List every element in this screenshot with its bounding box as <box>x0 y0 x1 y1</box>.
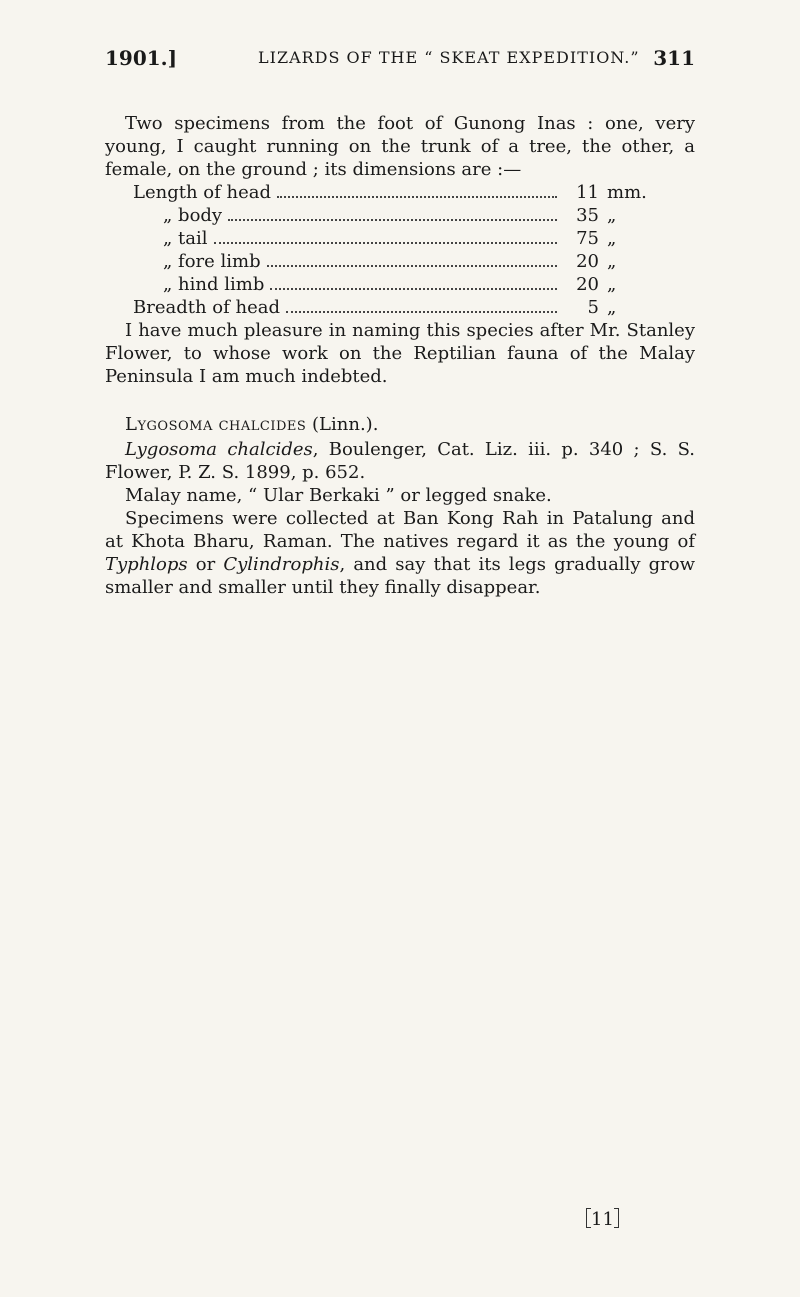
measurements-table <box>133 181 695 319</box>
citation-text: , Boulenger, Cat. Liz. iii. p. 340 ; S. S. Flower, P. Z. S. 1899, p. 652. <box>105 439 695 483</box>
measurement-label: „ tail <box>163 228 208 249</box>
header-title: LIZARDS OF THE “ SKEAT EXPEDITION.” <box>258 48 640 67</box>
specimens-text-1: Specimens were collected at Ban Kong Rah in Patalung and at Khota Bharu, Raman. The natives regard it as the young of <box>105 508 695 552</box>
measurement-row <box>133 227 665 250</box>
specimens-text-mid: or <box>187 554 224 575</box>
measurement-label: „ hind limb <box>163 274 265 295</box>
leader-dots <box>286 311 557 313</box>
citation-paragraph <box>105 438 695 484</box>
measurement-unit: „ <box>607 297 617 318</box>
citation-species-name: Lygosoma chalcides <box>125 439 313 460</box>
species-heading <box>125 413 695 436</box>
specimens-paragraph <box>105 507 695 599</box>
measurement-value: 75 <box>576 228 599 249</box>
stamp-right-bracket <box>614 1208 619 1228</box>
intro-paragraph: Two specimens from the foot of Gunong Inas : one, very young, I caught running on the trunk of a tree, the other, a female, on the ground ; its dimensions are :— <box>105 113 695 180</box>
library-stamp <box>586 1208 619 1230</box>
genus-typhlops: Typhlops <box>105 554 188 575</box>
measurement-value: 11 <box>576 182 599 203</box>
measurement-value: 20 <box>576 251 599 272</box>
species-heading-authority: (Linn.). <box>312 414 379 435</box>
measurement-label: Length of head <box>133 182 271 203</box>
measurement-unit: „ <box>607 205 617 226</box>
malay-name-paragraph: Malay name, “ Ular Berkaki ” or legged snake. <box>125 485 552 506</box>
measurement-row <box>133 204 665 227</box>
specimens-text-2: , and say that its legs gradually grow smaller and smaller until they finally disappear. <box>105 554 695 598</box>
measurement-unit: „ <box>607 228 617 249</box>
measurement-row <box>133 296 665 319</box>
measurement-label: „ fore limb <box>163 251 261 272</box>
species-heading-genus: Lygosoma <box>125 414 213 435</box>
measurement-value: 35 <box>576 205 599 226</box>
leader-dots <box>214 242 557 244</box>
stamp-number: 11 <box>591 1209 614 1230</box>
genus-cylindrophis: Cylindrophis <box>223 554 340 575</box>
measurement-value: 5 <box>587 297 599 318</box>
species-heading-species: chalcides <box>218 414 307 435</box>
measurement-unit: mm. <box>607 182 647 203</box>
leader-dots <box>267 265 557 267</box>
measurement-label: „ body <box>163 205 223 226</box>
measurement-row <box>133 250 665 273</box>
measurement-row <box>133 273 665 296</box>
header-year: 1901.] <box>105 46 178 70</box>
measurement-unit: „ <box>607 251 617 272</box>
page <box>105 40 695 599</box>
page-number: 311 <box>653 46 695 70</box>
measurement-label: Breadth of head <box>133 297 281 318</box>
leader-dots <box>228 219 557 221</box>
leader-dots <box>270 288 557 290</box>
naming-paragraph: I have much pleasure in naming this species after Mr. Stanley Flower, to whose work on the Reptilian fauna of the Malay Peninsula I am much indebted. <box>105 320 695 387</box>
measurement-value: 20 <box>576 274 599 295</box>
running-head <box>105 40 695 74</box>
measurement-unit: „ <box>607 274 617 295</box>
leader-dots <box>277 196 557 198</box>
measurement-row <box>133 181 665 204</box>
